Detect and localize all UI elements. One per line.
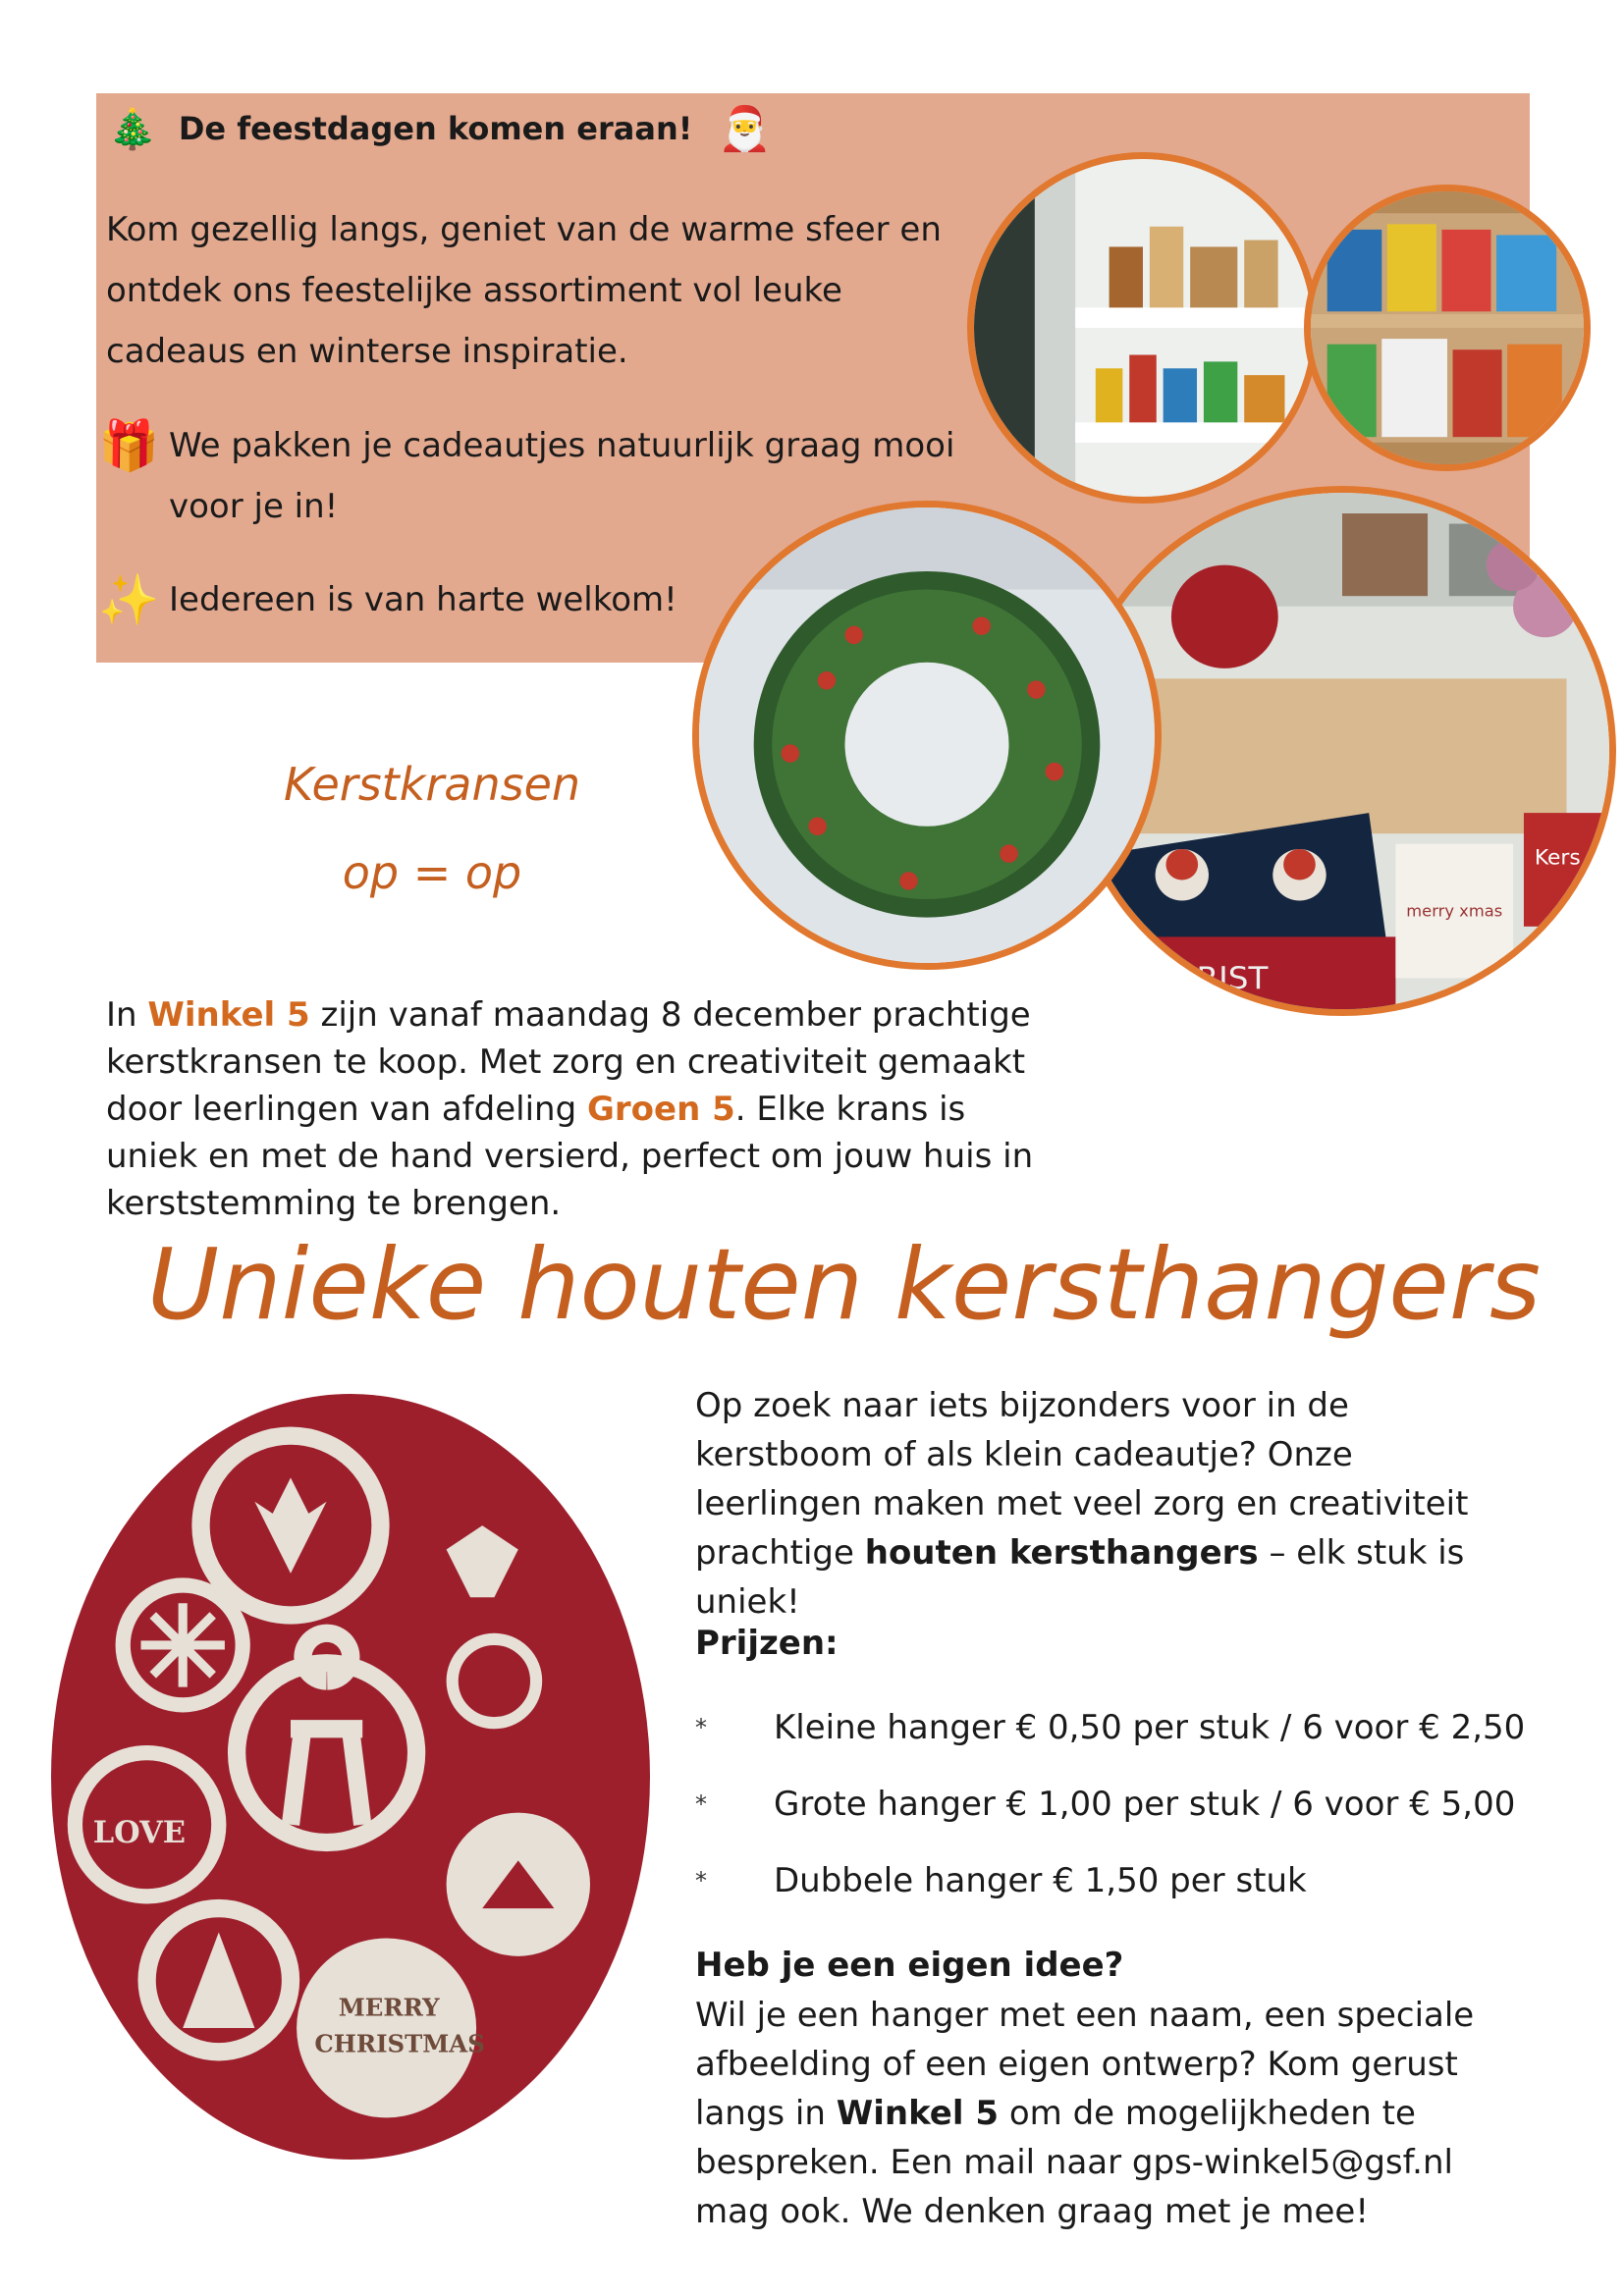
wreath-dept-name: Groen 5 [586,1090,735,1129]
idea-heading: Heb je een eigen idee? [695,1946,1124,1985]
gift-icon: 🎁 [98,417,160,474]
hangers-intro-part1: Op zoek naar iets bijzonders voor in de kerstboom of als klein cadeautje? Onze leerlingen maken met veel zorg en creativiteit prachtige [695,1386,1469,1573]
panel-wrap-line1: We pakken je cadeautjes natuurlijk graag mooi [169,426,955,465]
wreath-text-part1: In [106,995,148,1035]
panel-heading-text: De feestdagen komen eraan! [178,110,693,147]
panel-heading [108,103,772,154]
wreath-title-line1: Kerstkransen [283,758,581,811]
merry-ornament-text: MERRY [338,1993,440,2022]
santa-icon: 🎅 [718,104,773,154]
love-ornament-text: LOVE [92,1815,187,1851]
sparkles-icon: ✨ [98,571,160,628]
wreath-title-line2: op = op [342,846,522,899]
hangers-intro [695,1381,1530,1627]
wooden-ornaments-photo [51,1394,650,2160]
panel-welcome-text: Iedereen is van harte welkom! [169,580,677,619]
toys-shelf-photo [967,152,1319,504]
board-games-photo [1304,185,1591,471]
wreath-text-part2: zijn vanaf maandag 8 december prachtige kerstkransen te koop. Met zorg en creativiteit gemaakt door leerlingen van afdeling [106,995,1031,1129]
christmas-ornament-text: CHRISTMAS [314,2029,485,2058]
wreath-text-part3: . Elke krans is uniek en met de hand versierd, perfect om jouw huis in kerststemming te brengen. [106,1090,1034,1223]
wreath-photo [692,501,1162,970]
box-text: Kers [1534,846,1581,871]
idea-text-part1: Wil je een hanger met een naam, een speciale afbeelding of een eigen ontwerp? Kom gerust langs in [695,1996,1475,2133]
price-item [695,1861,1307,1900]
idea-text-part2: om de mogelijkheden te bespreken. Een mail naar gps-winkel5@gsf.nl mag ook. We denken graag met je mee! [695,2094,1453,2231]
hangers-intro-part2: – elk stuk is uniek! [695,1533,1465,1622]
christmas-tree-icon: 🎄 [108,106,157,152]
wreath-paragraph [106,991,1034,1227]
price-large-hanger: Grote hanger € 1,00 per stuk / 6 voor € 5,00 [774,1785,1516,1824]
bullet-asterisk-icon: * [695,1714,707,1741]
bullet-asterisk-icon: * [695,1867,707,1895]
hangers-intro-bold: houten kersthangers [864,1533,1259,1573]
price-item [695,1708,1525,1747]
prices-label: Prijzen: [695,1624,839,1663]
panel-welcome-line [98,569,677,630]
idea-paragraph [695,1991,1530,2236]
hangers-title: Unieke houten kersthangers [147,1227,1542,1342]
wreath-shop-name: Winkel 5 [147,995,310,1035]
card-text: merry xmas [1406,901,1503,921]
sweater-text: CHRIST [1150,959,1269,996]
panel-intro-text: Kom gezellig langs, geniet van de warme sfeer en ontdek ons feestelijke assortiment vol leuke cadeaus en winterse inspiratie. [106,210,942,371]
bullet-asterisk-icon: * [695,1790,707,1818]
panel-gift-wrap-line [98,415,954,537]
price-item [695,1785,1515,1824]
idea-shop-name: Winkel 5 [836,2094,1000,2133]
price-small-hanger: Kleine hanger € 0,50 per stuk / 6 voor € 2,50 [774,1708,1526,1747]
panel-wrap-line2: voor je in! [169,487,339,526]
price-double-hanger: Dubbele hanger € 1,50 per stuk [774,1861,1307,1900]
